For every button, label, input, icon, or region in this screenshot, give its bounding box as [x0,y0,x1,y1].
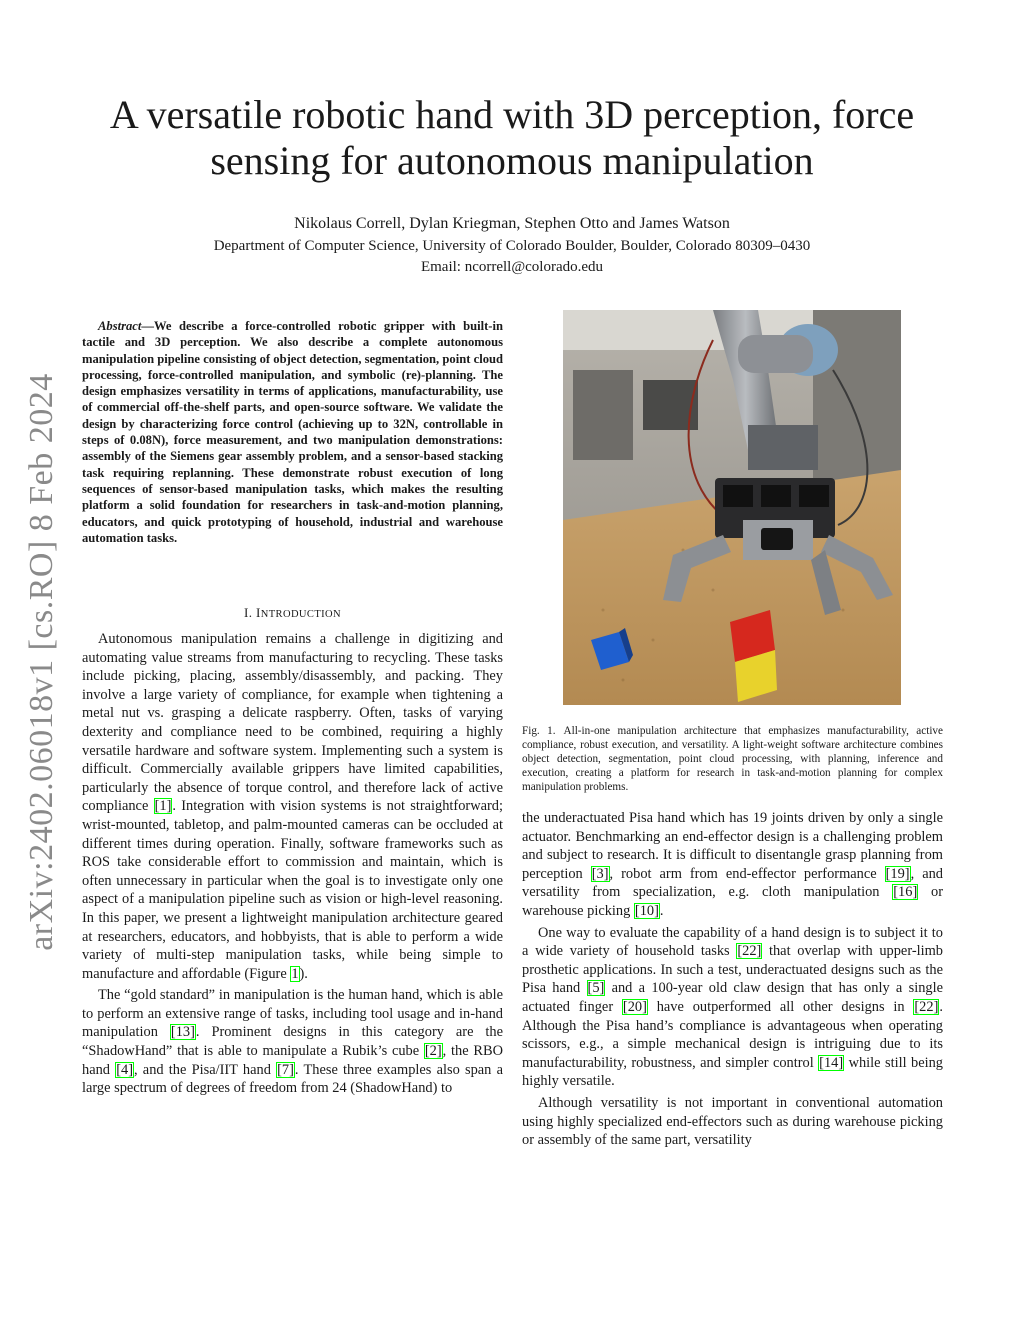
intro-paragraph-2 [82,986,503,1098]
text-run: . Although the Pisa hand’s compliance is advantageous when operating scissors, e.g., a simple mechanical design is intriguing due to its manufacturability, robustness, and simpler control [522,998,943,1071]
text-run: Autonomous manipulation remains a challenge in digitizing and automating value streams from manufacturing to recycling. These tasks include picking, placing, assembly/disassembly, and packing. They involve a large variety of compliance, for example when tightening a metal nut vs. grasping a delicate raspberry. Often, tasks of varying dexterity and compliance need to be combined, requiring a highly versatile hardware and software system. Implementing such a system is difficult. Commercially available grippers have limited capabilities, particularly the absence of torque control, and therefore lack of active compliance [82,631,503,815]
text-run: while still being highly versatile. [522,1054,943,1090]
abstract [82,318,503,546]
citation-link[interactable]: [10] [634,902,659,919]
text-run: . These three examples also span a large spectrum of degrees of freedom from 24 (ShadowHand) to [82,1061,503,1097]
figure-1-photo [563,310,901,705]
text-run: ). [299,965,308,982]
citation-link[interactable]: [16] [893,884,918,901]
citation-link[interactable]: [22] [914,998,939,1015]
text-run: that overlap with upper-limb prosthetic applications. In such a test, underactuated designs such as the Pisa hand [522,943,944,997]
right-column [522,809,943,1150]
citation-link[interactable]: [3] [591,865,609,882]
citation-link[interactable]: [13] [170,1024,195,1041]
body-paragraph-versatility: Although versatility is not important in conventional automation using highly specialized end-effectors such as during warehouse picking or assembly of the same part, versatility [522,1094,943,1149]
paper-title: A versatile robotic hand with 3D perception, force sensing for autonomous manipulation [109,92,915,183]
citation-link[interactable]: [2] [424,1043,442,1060]
text-run: have outperformed all other designs in [647,998,914,1015]
citation-link[interactable]: [1] [154,798,172,815]
section-title-rest: NTRODUCTION [260,609,341,620]
citation-link[interactable]: [4] [116,1061,133,1078]
servo-left [723,485,753,507]
arxiv-identifier: arXiv:2402.06018v1 [cs.RO] 8 Feb 2024 [23,373,60,951]
affiliation: Department of Computer Science, University of Colorado Boulder, Boulder, Colorado 80309–0430 [213,238,811,254]
citation-link[interactable]: [14] [819,1054,844,1071]
citation-link[interactable]: [20] [622,998,647,1015]
author-email: Email: ncorrell@colorado.edu [420,259,604,275]
text-run: , robot arm from end-effector performance [609,865,885,882]
text-run: One way to evaluate the capability of a hand design is to subject it to a wide variety of household tasks [522,924,943,960]
caption-text: All-in-one manipulation architecture that emphasizes manufacturability, active compliance, robust execution, and versatility. A light-weight software architecture combines object detection, segmentation, point cloud processing, with planning, inference and execution, creating a platform for research in task-and-motion planning for complex manipulation problems. [522,725,943,794]
text-run: The “gold standard” in manipulation is the human hand, which is able to perform an extensive range of tasks, including tool usage and in-hand manipulation [82,987,503,1041]
servo-right [799,485,829,507]
abstract-label: Abstract [98,319,142,333]
citation-link[interactable]: [19] [885,865,910,882]
citation-link[interactable]: [7] [277,1061,294,1078]
text-run: , and versatility from specialization, e.g. cloth manipulation [522,865,943,901]
body-paragraph-evaluation [522,924,943,1091]
figure-label: Fig. 1. [522,725,556,737]
text-run: . Integration with vision systems is not straightforward; wrist-mounted, tabletop, and palm-mounted cameras can be occluded at different times during operation. Finally, software frameworks such as ROS take considerable effort to commission and maintain, which is often unnecessary in particular when the goal is to investigate only one aspect of a manipulation pipeline such as vision or high-level reasoning. In this paper, we present a lightweight manipulation architecture geared at researchers, educators, and hobbyists, that is able to perform a wide variety of multi-step manipulation tasks, while being simple to manufacture and affordable (Figure [82,798,503,982]
text-run: , and the Pisa/IIT hand [133,1061,277,1078]
text-run: . [659,902,664,919]
text-run: and a 100-year old claw design that has only a single actuated finger [522,980,943,1015]
author-list: Nikolaus Correll, Dylan Kriegman, Stephen Otto and James Watson [294,215,730,232]
wrist-flange [748,425,818,470]
section-initial: I [256,605,261,620]
left-column [82,630,503,1098]
figure-link[interactable]: 1 [291,965,299,982]
section-heading-introduction [82,605,503,621]
body-paragraph-continued [522,809,943,921]
background-shelf [573,370,633,460]
abstract-text: —We describe a force-controlled robotic gripper with built-in tactile and 3D perception. We also describe a complete autonomous manipulation pipeline consisting of object detection, segmentation, point cloud processing, force-controlled manipulation, and symbolic (re)-planning. The design emphasizes versatility in terms of applications, manufacturability, use of commercial off-the-shelf parts, and open-source software. We validate the design by characterizing force control (achieving up to 32N, controllable in steps of 0.08N), force measurement, and two manipulation demonstrations: assembly of the Siemens gear assembly problem, and a sensor-based stacking task requiring replanning. These demonstrate robust execution of long sequences of sensor-based manipulation tasks, which makes the resulting platform a solid foundation for researchers in task-and-motion planning, educators, and quick prototyping of household, industrial and warehouse automation tasks. [82,319,503,545]
section-numeral: I. [243,605,253,620]
citation-link[interactable]: [5] [587,980,605,997]
servo-center [761,485,791,507]
figure-1-caption [522,724,943,794]
text-run: , the RBO hand [82,1043,503,1078]
arxiv-side-stamp [22,362,62,962]
text-run: or warehouse picking [522,884,943,919]
depth-camera [761,528,793,550]
text-run: . Prominent designs in this category are the “ShadowHand” that is able to manipulate a Rubik’s cube [82,1024,503,1060]
robot-gripper-illustration [563,310,901,705]
text-run: the underactuated Pisa hand which has 19 joints driven by only a single actuator. Benchmarking an end-effector design is a challenging problem and subject to research. It is difficult to disentangle grasp planning from perception [522,810,943,882]
robot-wrist [738,335,813,373]
citation-link[interactable]: [22] [737,943,762,960]
intro-paragraph-1 [82,630,503,983]
